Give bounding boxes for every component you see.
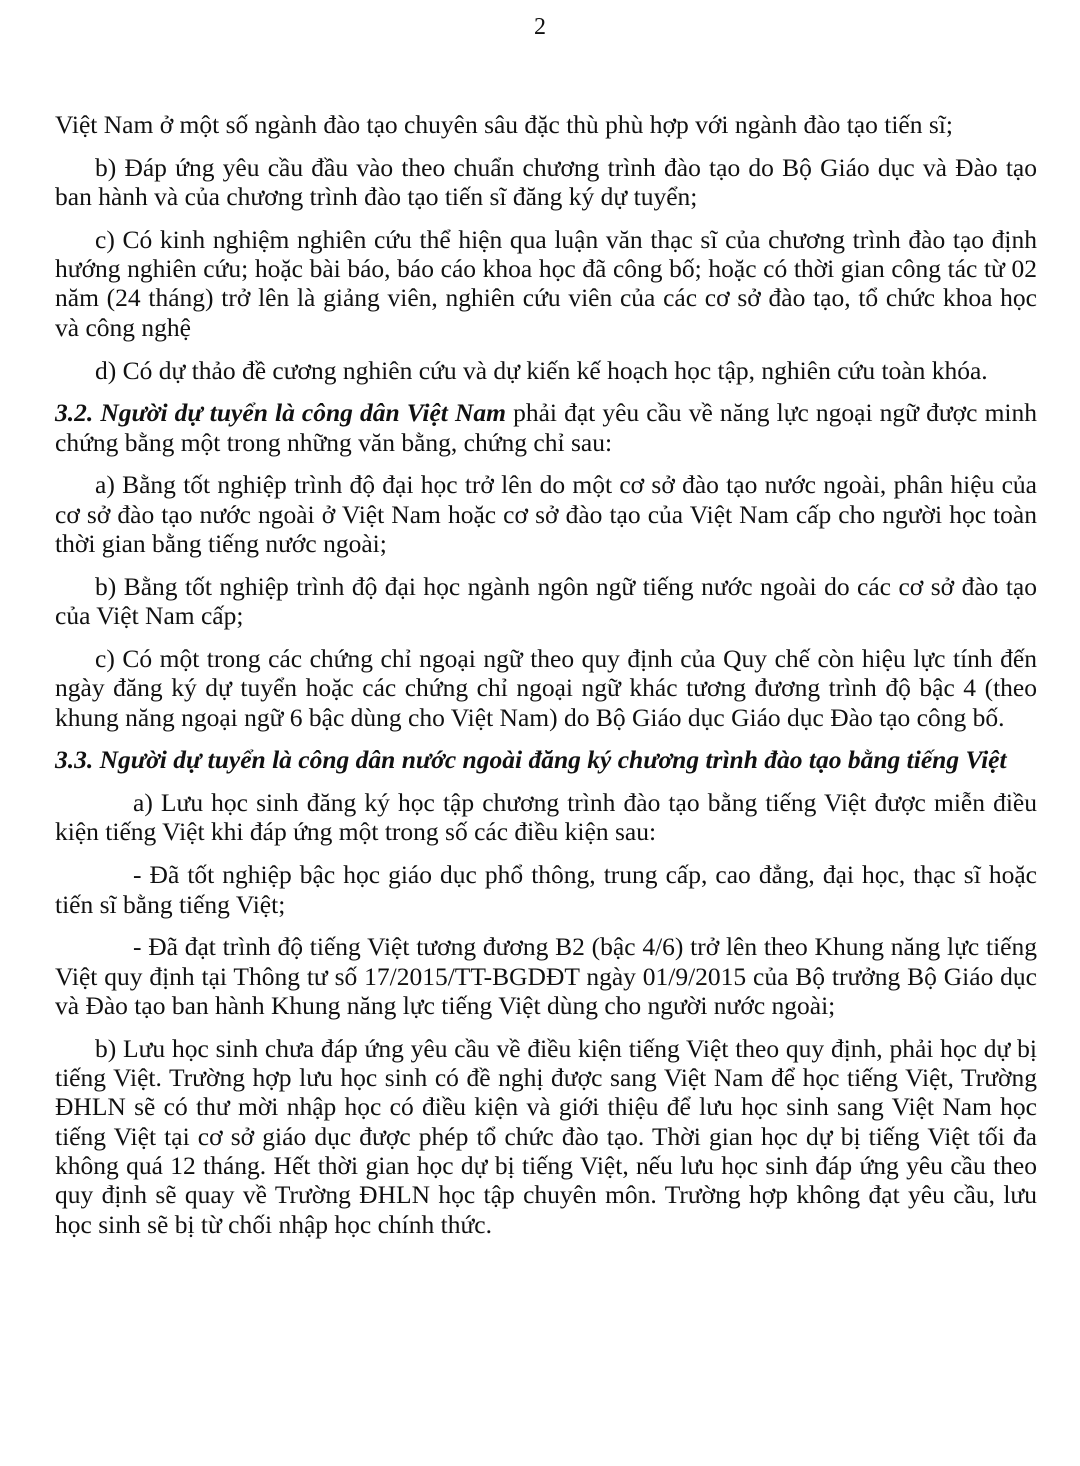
section-heading: 3.3. Người dự tuyển là công dân nước ngoài đăng ký chương trình đào tạo bằng tiếng Việt xyxy=(55,745,1007,775)
paragraph: - Đã tốt nghiệp bậc học giáo dục phổ thông, trung cấp, cao đẳng, đại học, thạc sĩ hoặc tiến sĩ bằng tiếng Việt; xyxy=(55,860,1037,919)
page-number: 2 xyxy=(534,14,546,40)
paragraph: b) Đáp ứng yêu cầu đầu vào theo chuẩn chương trình đào tạo do Bộ Giáo dục và Đào tạo ban hành và của chương trình đào tạo tiến sĩ đăng ký dự tuyển; xyxy=(55,152,1037,212)
paragraph: a) Bằng tốt nghiệp trình độ đại học trở lên do một cơ sở đào tạo nước ngoài, phân hiệu của cơ sở đào tạo nước ngoài ở Việt Nam hoặc cơ sở đào tạo của Việt Nam cấp cho người học toàn thời gian bằng tiếng nước ngoài; xyxy=(55,470,1037,559)
document-body xyxy=(55,110,1037,1252)
paragraph: a) Lưu học sinh đăng ký học tập chương trình đào tạo bằng tiếng Việt được miễn điều kiện tiếng Việt khi đáp ứng một trong số các điều kiện sau: xyxy=(55,788,1037,847)
paragraph: Việt Nam ở một số ngành đào tạo chuyên sâu đặc thù phù hợp với ngành đào tạo tiến sĩ; xyxy=(55,110,953,139)
section-heading: 3.2. Người dự tuyển là công dân Việt Nam xyxy=(55,398,506,428)
paragraph-text: phải đạt yêu cầu về năng lực ngoại ngữ được minh chứng bằng một trong những văn bằng, chứng chỉ sau: xyxy=(55,398,1037,457)
paragraph: - Đã đạt trình độ tiếng Việt tương đương B2 (bậc 4/6) trở lên theo Khung năng lực tiếng Việt quy định tại Thông tư số 17/2015/TT-BGDĐT ngày 01/9/2015 của Bộ trưởng Bộ Giáo dục và Đào tạo ban hành Khung năng lực tiếng Việt dùng cho người nước ngoài; xyxy=(55,932,1037,1020)
paragraph: c) Có kinh nghiệm nghiên cứu thể hiện qua luận văn thạc sĩ của chương trình đào tạo định hướng nghiên cứu; hoặc bài báo, báo cáo khoa học đã công bố; hoặc có thời gian công tác từ 02 năm (24 tháng) trở lên là giảng viên, nghiên cứu viên của các cơ sở đào tạo, tổ chức khoa học và công nghệ xyxy=(55,224,1037,342)
paragraph: c) Có một trong các chứng chỉ ngoại ngữ theo quy định của Quy chế còn hiệu lực tính đến ngày đăng ký dự tuyển hoặc các chứng chỉ ngoại ngữ khác tương đương trình độ bậc 4 (theo khung năng ngoại ngữ 6 bậc dùng cho Việt Nam) do Bộ Giáo dục Giáo dục Đào tạo công bố. xyxy=(55,643,1037,732)
paragraph: b) Bằng tốt nghiệp trình độ đại học ngành ngôn ngữ tiếng nước ngoài do các cơ sở đào tạo của Việt Nam cấp; xyxy=(55,571,1037,631)
paragraph: d) Có dự thảo đề cương nghiên cứu và dự kiến kế hoạch học tập, nghiên cứu toàn khóa. xyxy=(95,355,988,385)
paragraph: b) Lưu học sinh chưa đáp ứng yêu cầu về điều kiện tiếng Việt theo quy định, phải học dự bị tiếng Việt. Trường hợp lưu học sinh có đề nghị được sang Việt Nam để học tiếng Việt, Trường ĐHLN sẽ có thư mời nhập học có điều kiện và giới thiệu để lưu học sinh sang Việt Nam học tiếng Việt tại cơ sở giáo dục được phép tổ chức đào tạo. Thời gian học dự bị tiếng Việt tối đa không quá 12 tháng. Hết thời gian học dự bị tiếng Việt, nếu lưu học sinh đáp ứng yêu cầu theo quy định sẽ quay về Trường ĐHLN học tập chuyên môn. Trường hợp không đạt yêu cầu, lưu học sinh sẽ bị từ chối nhập học chính thức. xyxy=(55,1033,1037,1239)
section-3-2 xyxy=(55,398,1037,457)
